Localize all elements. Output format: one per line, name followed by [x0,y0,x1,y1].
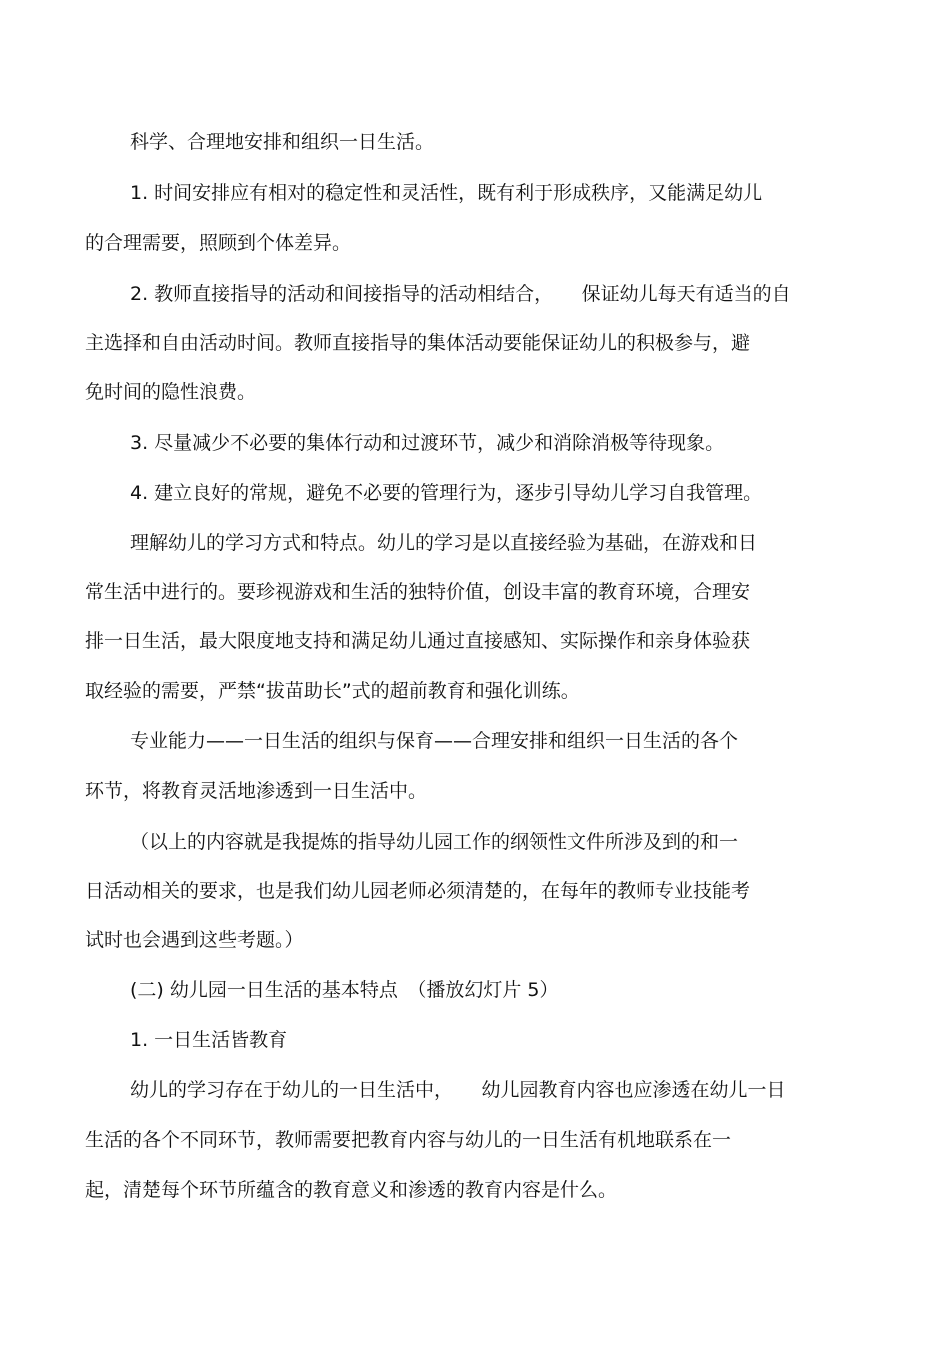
subsection-heading: 1. 一日生活皆教育 [130,1029,288,1051]
paragraph-line: 环节，将教育灵活地渗透到一日生活中。 [85,780,428,802]
paragraph-line: 排一日生活，最大限度地支持和满足幼儿通过直接感知、实际操作和亲身体验获 [85,630,751,652]
paragraph-line: 日活动相关的要求，也是我们幼儿园老师必须清楚的，在每年的教师专业技能考 [85,880,751,902]
paragraph-line: 常生活中进行的。要珍视游戏和生活的独特价值，创设丰富的教育环境，合理安 [85,581,751,603]
paragraph-line: 生活的各个不同环节，教师需要把教育内容与幼儿的一日生活有机地联系在一 [85,1129,732,1151]
paragraph-line: 科学、合理地安排和组织一日生活。 [130,131,435,153]
paragraph-line: 3. 尽量减少不必要的集体行动和过渡环节，减少和消除消极等待现象。 [130,432,725,454]
paragraph-line: 免时间的隐性浪费。 [85,381,257,403]
paragraph-line: 专业能力——一日生活的组织与保育——合理安排和组织一日生活的各个 [130,730,739,752]
paragraph-line: 起，清楚每个环节所蕴含的教育意义和渗透的教育内容是什么。 [85,1179,618,1201]
paragraph-line: 幼儿的学习存在于幼儿的一日生活中， 幼儿园教育内容也应渗透在幼儿一日 [130,1079,786,1101]
paragraph-line: （以上的内容就是我提炼的指导幼儿园工作的纲领性文件所涉及到的和一 [130,831,739,853]
paragraph-line: 4. 建立良好的常规，避免不必要的管理行为，逐步引导幼儿学习自我管理。 [130,482,763,504]
paragraph-line: 理解幼儿的学习方式和特点。幼儿的学习是以直接经验为基础，在游戏和日 [130,532,758,554]
paragraph-line: 的合理需要，照顾到个体差异。 [85,232,352,254]
paragraph-line: 主选择和自由活动时间。教师直接指导的集体活动要能保证幼儿的积极参与，避 [85,332,751,354]
paragraph-line: 试时也会遇到这些考题。） [85,929,304,951]
section-heading: (二) 幼儿园一日生活的基本特点 （播放幻灯片 5） [130,979,559,1001]
paragraph-line: 取经验的需要，严禁“拔苗助长”式的超前教育和强化训练。 [85,680,580,702]
paragraph-line: 2. 教师直接指导的活动和间接指导的活动相结合， 保证幼儿每天有适当的自 [130,283,791,305]
paragraph-line: 1. 时间安排应有相对的稳定性和灵活性，既有利于形成秩序，又能满足幼儿 [130,182,763,204]
